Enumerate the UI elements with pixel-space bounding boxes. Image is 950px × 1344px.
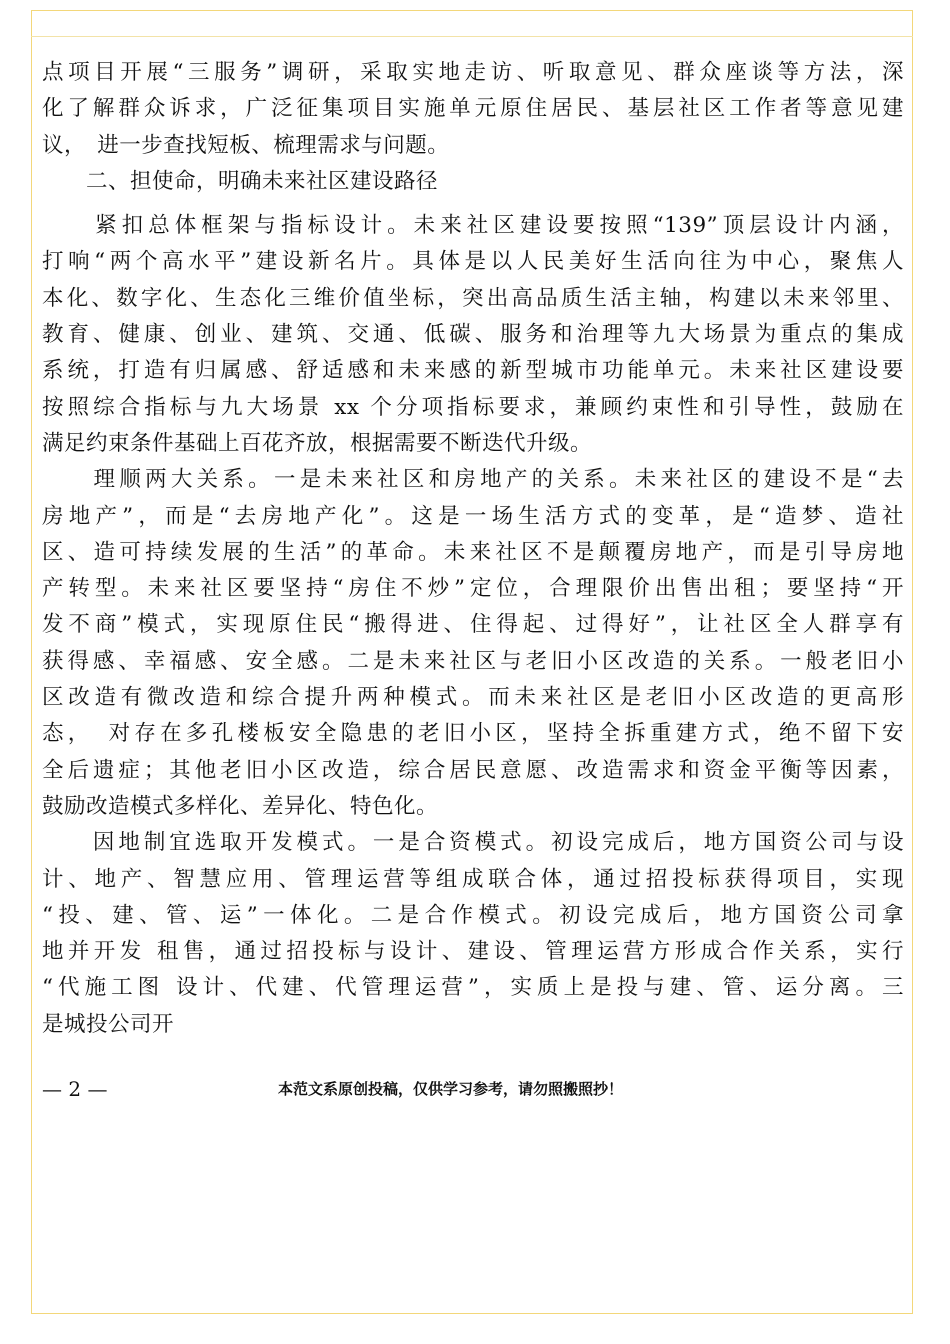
header-rule [31, 36, 913, 37]
paragraph-line: 满足约束条件基础上百花齐放，根据需要不断迭代升级。 [42, 430, 593, 456]
document-body [42, 55, 904, 1043]
paragraph-line: 本化、数字化、生态化三维价值坐标，突出高品质生活主轴，构建以未来邻里、 [42, 285, 904, 311]
paragraph-line: 房地产”，而是“去房地产化”。这是一场生活方式的变革，是“造梦、造社 [42, 503, 904, 529]
paragraph-line: 化了解群众诉求，广泛征集项目实施单元原住居民、基层社区工作者等意见建 [42, 96, 904, 122]
paragraph-line: “代施工图 设计、代建、代管理运营”，实质上是投与建、管、运分离。三 [42, 975, 904, 1001]
paragraph-line: 全后遗症；其他老旧小区改造，综合居民意愿、改造需求和资金平衡等因素， [42, 757, 904, 783]
paragraph-line: 紧扣总体框架与指标设计。未来社区建设要按照“139”顶层设计内涵， [42, 213, 904, 239]
paragraph-line: 是城投公司开 [42, 1011, 175, 1037]
paragraph-line: 计、地产、智慧应用、管理运营等组成联合体，通过招投标获得项目，实现 [42, 866, 904, 892]
copyright-notice: 本范文系原创投稿，仅供学习参考，请勿照搬照抄！ [278, 1080, 624, 1098]
paragraph-line: 系统，打造有归属感、舒适感和未来感的新型城市功能单元。未来社区建设要 [42, 358, 904, 384]
paragraph-line: 获得感、幸福感、安全感。二是未来社区与老旧小区改造的关系。一般老旧小 [42, 648, 904, 674]
paragraph-line: 产转型。未来社区要坚持“房住不炒”定位，合理限价出售出租；要坚持“开 [42, 576, 904, 602]
page-footer [42, 1076, 904, 1102]
paragraph-line: “投、建、管、运”一体化。二是合作模式。初设完成后，地方国资公司拿 [42, 902, 904, 928]
page-number: — 2 — [42, 1077, 108, 1101]
paragraph-line: 区改造有微改造和综合提升两种模式。而未来社区是老旧小区改造的更高形 [42, 685, 904, 711]
paragraph-line: 教育、健康、创业、建筑、交通、低碳、服务和治理等九大场景为重点的集成 [42, 322, 904, 348]
paragraph-line: 态， 对存在多孔楼板安全隐患的老旧小区，坚持全拆重建方式，绝不留下安 [42, 721, 904, 747]
paragraph-line: 理顺两大关系。一是未来社区和房地产的关系。未来社区的建设不是“去 [42, 467, 904, 493]
paragraph-line: 打响“两个高水平”建设新名片。具体是以人民美好生活向往为中心，聚焦人 [42, 249, 904, 275]
paragraph-line: 鼓励改造模式多样化、差异化、特色化。 [42, 793, 439, 819]
paragraph-line: 因地制宜选取开发模式。一是合资模式。初设完成后，地方国资公司与设 [42, 830, 904, 856]
paragraph-line: 议， 进一步查找短板、梳理需求与问题。 [42, 132, 450, 158]
paragraph-line: 按照综合指标与九大场景 xx 个分项指标要求，兼顾约束性和引导性，鼓励在 [42, 394, 904, 420]
paragraph-line: 地并开发 租售，通过招投标与设计、建设、管理运营方形成合作关系，实行 [42, 939, 904, 965]
paragraph-line: 发不商”模式，实现原住民“搬得进、住得起、过得好”，让社区全人群享有 [42, 612, 904, 638]
paragraph-line: 点项目开展“三服务”调研，采取实地走访、听取意见、群众座谈等方法，深 [42, 60, 904, 85]
section-heading: 二、担使命，明确未来社区建设路径 [42, 168, 439, 194]
paragraph-line: 区、造可持续发展的生活”的革命。未来社区不是颠覆房地产，而是引导房地 [42, 539, 904, 565]
